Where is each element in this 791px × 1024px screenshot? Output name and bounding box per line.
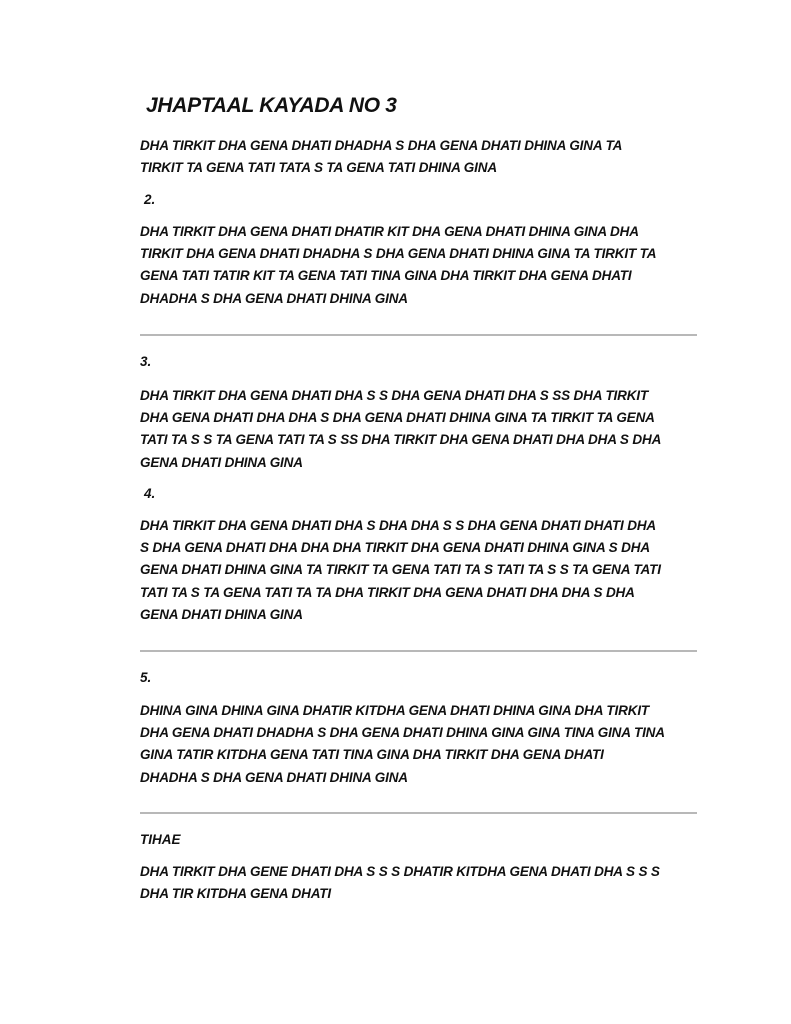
- section-label-tihae: TIHAE: [140, 832, 181, 847]
- text-line: DHA TIRKIT DHA GENE DHATI DHA S S S DHATIR KITDHA GENA DHATI DHA S S S: [140, 864, 660, 879]
- text-line: DHADHA S DHA GENA DHATI DHINA GINA: [140, 769, 408, 785]
- kayada-paragraph-5: [140, 700, 700, 789]
- text-line: GENA DHATI DHINA GINA TA TIRKIT TA GENA TATI TA S TATI TA S S TA GENA TATI: [140, 562, 661, 578]
- text-line: DHA GENA DHATI DHADHA S DHA GENA DHATI DHINA GINA GINA TINA GINA TINA: [140, 725, 665, 741]
- kayada-paragraph-2: [140, 221, 700, 310]
- text-line: GENA TATI TATIR KIT TA GENA TATI TINA GINA DHA TIRKIT DHA GENA DHATI: [140, 268, 632, 284]
- text-line: TIRKIT TA GENA TATI TATA S TA GENA TATI DHINA GINA: [140, 160, 497, 176]
- text-line: DHINA GINA DHINA GINA DHATIR KITDHA GENA DHATI DHINA GINA DHA TIRKIT: [140, 703, 650, 718]
- text-line: TIRKIT DHA GENA DHATI DHADHA S DHA GENA DHATI DHINA GINA TA TIRKIT TA: [140, 246, 657, 262]
- text-line: DHA TIRKIT DHA GENA DHATI DHADHA S DHA GENA DHATI DHINA GINA TA: [140, 138, 623, 153]
- text-line: DHADHA S DHA GENA DHATI DHINA GINA: [140, 290, 408, 306]
- text-line: DHA TIRKIT DHA GENA DHATI DHA S DHA DHA S S DHA GENA DHATI DHATI DHA: [140, 518, 657, 533]
- tihae-paragraph: [140, 861, 700, 905]
- text-line: DHA GENA DHATI DHA DHA S DHA GENA DHATI DHINA GINA TA TIRKIT TA GENA: [140, 410, 655, 426]
- text-line: DHA TIRKIT DHA GENA DHATI DHATIR KIT DHA GENA DHATI DHINA GINA DHA: [140, 224, 639, 239]
- divider: [140, 812, 697, 814]
- text-line: TATI TA S S TA GENA TATI TA S SS DHA TIRKIT DHA GENA DHATI DHA DHA S DHA: [140, 432, 662, 448]
- kayada-paragraph-1: [140, 135, 700, 179]
- kayada-paragraph-4: [140, 515, 700, 626]
- section-label-3: 3.: [140, 354, 152, 369]
- page-title: JHAPTAAL KAYADA NO 3: [146, 94, 397, 117]
- kayada-paragraph-3: [140, 385, 700, 474]
- text-line: DHA TIR KITDHA GENA DHATI: [140, 886, 331, 902]
- divider: [140, 334, 697, 336]
- text-line: S DHA GENA DHATI DHA DHA DHA TIRKIT DHA GENA DHATI DHINA GINA S DHA: [140, 540, 650, 556]
- text-line: DHA TIRKIT DHA GENA DHATI DHA S S DHA GENA DHATI DHA S SS DHA TIRKIT: [140, 388, 649, 403]
- divider: [140, 650, 697, 652]
- section-label-2: 2.: [144, 192, 156, 207]
- text-line: TATI TA S TA GENA TATI TA TA DHA TIRKIT DHA GENA DHATI DHA DHA S DHA: [140, 584, 635, 600]
- section-label-5: 5.: [140, 670, 152, 685]
- text-line: GENA DHATI DHINA GINA: [140, 606, 303, 622]
- text-line: GINA TATIR KITDHA GENA TATI TINA GINA DHA TIRKIT DHA GENA DHATI: [140, 747, 604, 763]
- text-line: GENA DHATI DHINA GINA: [140, 454, 303, 470]
- section-label-4: 4.: [144, 486, 156, 501]
